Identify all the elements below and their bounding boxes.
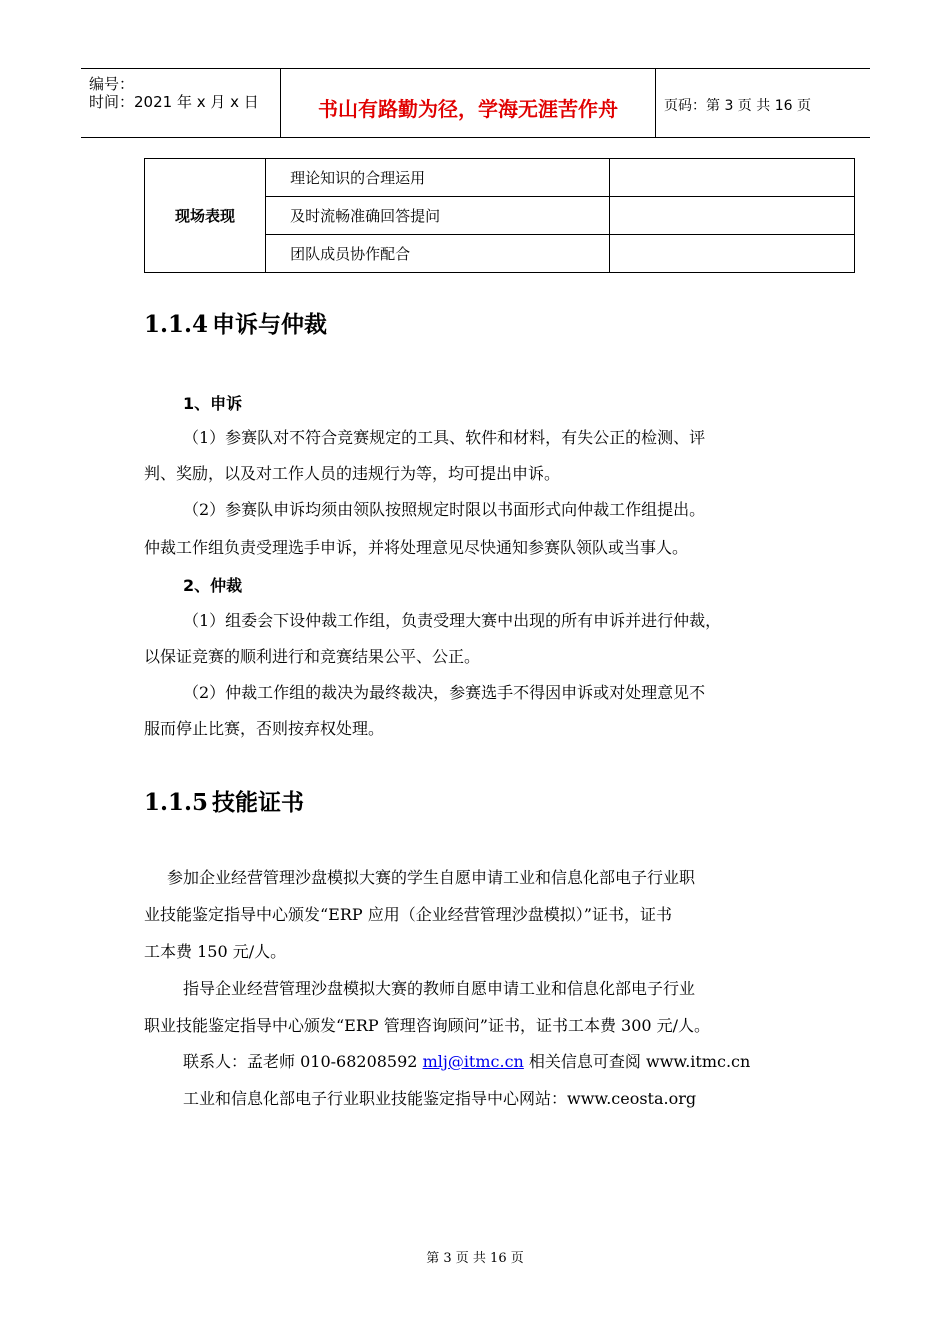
performance-table — [144, 158, 855, 273]
section-title: 申诉与仲裁 — [212, 312, 327, 338]
paragraph-line: （2）仲裁工作组的裁决为最终裁决，参赛选手不得因申诉或对处理意见不 — [183, 683, 706, 702]
paragraph-line: 仲裁工作组负责受理选手申诉，并将处理意见尽快通知参赛队领队或当事人。 — [144, 538, 689, 557]
section-heading-cert — [144, 784, 304, 817]
section-number: 1.1.5 — [144, 789, 209, 816]
paragraph-line: 参加企业经营管理沙盘模拟大赛的学生自愿申请工业和信息化部电子行业职 — [167, 868, 696, 887]
table-item: 理论知识的合理运用 — [266, 159, 610, 197]
section-heading-appeal — [144, 306, 327, 339]
table-category: 现场表现 — [145, 159, 266, 273]
contact-line — [183, 1044, 750, 1080]
table-item: 及时流畅准确回答提问 — [266, 197, 610, 235]
table-row — [145, 159, 855, 197]
subheading-arbitration: 2、仲裁 — [183, 576, 243, 595]
section-title: 技能证书 — [212, 790, 304, 816]
header-motto: 书山有路勤为径，学海无涯苦作舟 — [318, 97, 618, 121]
time-label: 时间：2021 年 x 月 x 日 — [89, 93, 259, 111]
contact-prefix: 联系人：孟老师 010-68208592 — [183, 1052, 423, 1071]
serial-label: 编号： — [89, 75, 135, 93]
paragraph-line: （1）组委会下设仲裁工作组，负责受理大赛中出现的所有申诉并进行仲裁， — [183, 611, 722, 630]
paragraph-line: 工本费 150 元/人。 — [144, 942, 287, 961]
paragraph-line: 指导企业经营管理沙盘模拟大赛的教师自愿申请工业和信息化部电子行业 — [183, 979, 696, 998]
paragraph-line: 以保证竞赛的顺利进行和竞赛结果公平、公正。 — [144, 647, 481, 666]
paragraph-line: （1）参赛队对不符合竞赛规定的工具、软件和材料，有失公正的检测、评 — [183, 428, 706, 447]
page-header — [81, 68, 870, 138]
section-number: 1.1.4 — [144, 311, 209, 338]
table-score-cell — [609, 159, 854, 197]
table-score-cell — [609, 197, 854, 235]
website-line: 工业和信息化部电子行业职业技能鉴定指导中心网站：www.ceosta.org — [183, 1089, 697, 1108]
paragraph-line: 业技能鉴定指导中心颁发“ERP 应用（企业经营管理沙盘模拟）”证书，证书 — [144, 905, 672, 924]
contact-suffix: 相关信息可查阅 www.itmc.cn — [523, 1052, 751, 1071]
header-motto-cell — [280, 69, 656, 137]
paragraph-line: 职业技能鉴定指导中心颁发“ERP 管理咨询顾问”证书，证书工本费 300 元/人。 — [144, 1016, 711, 1035]
header-page-info: 页码：第 3 页 共 16 页 — [664, 98, 811, 114]
table-score-cell — [609, 235, 854, 273]
header-meta — [81, 69, 280, 137]
paragraph-line: 判、奖励，以及对工作人员的违规行为等，均可提出申诉。 — [144, 464, 561, 483]
email-link[interactable]: mlj@itmc.cn — [422, 1052, 524, 1071]
subheading-appeal: 1、申诉 — [183, 394, 243, 413]
paragraph-line: （2）参赛队申诉均须由领队按照规定时限以书面形式向仲裁工作组提出。 — [183, 500, 706, 519]
table-item: 团队成员协作配合 — [266, 235, 610, 273]
page-footer: 第 3 页 共 16 页 — [426, 1251, 524, 1266]
paragraph-line: 服而停止比赛，否则按弃权处理。 — [144, 719, 385, 738]
